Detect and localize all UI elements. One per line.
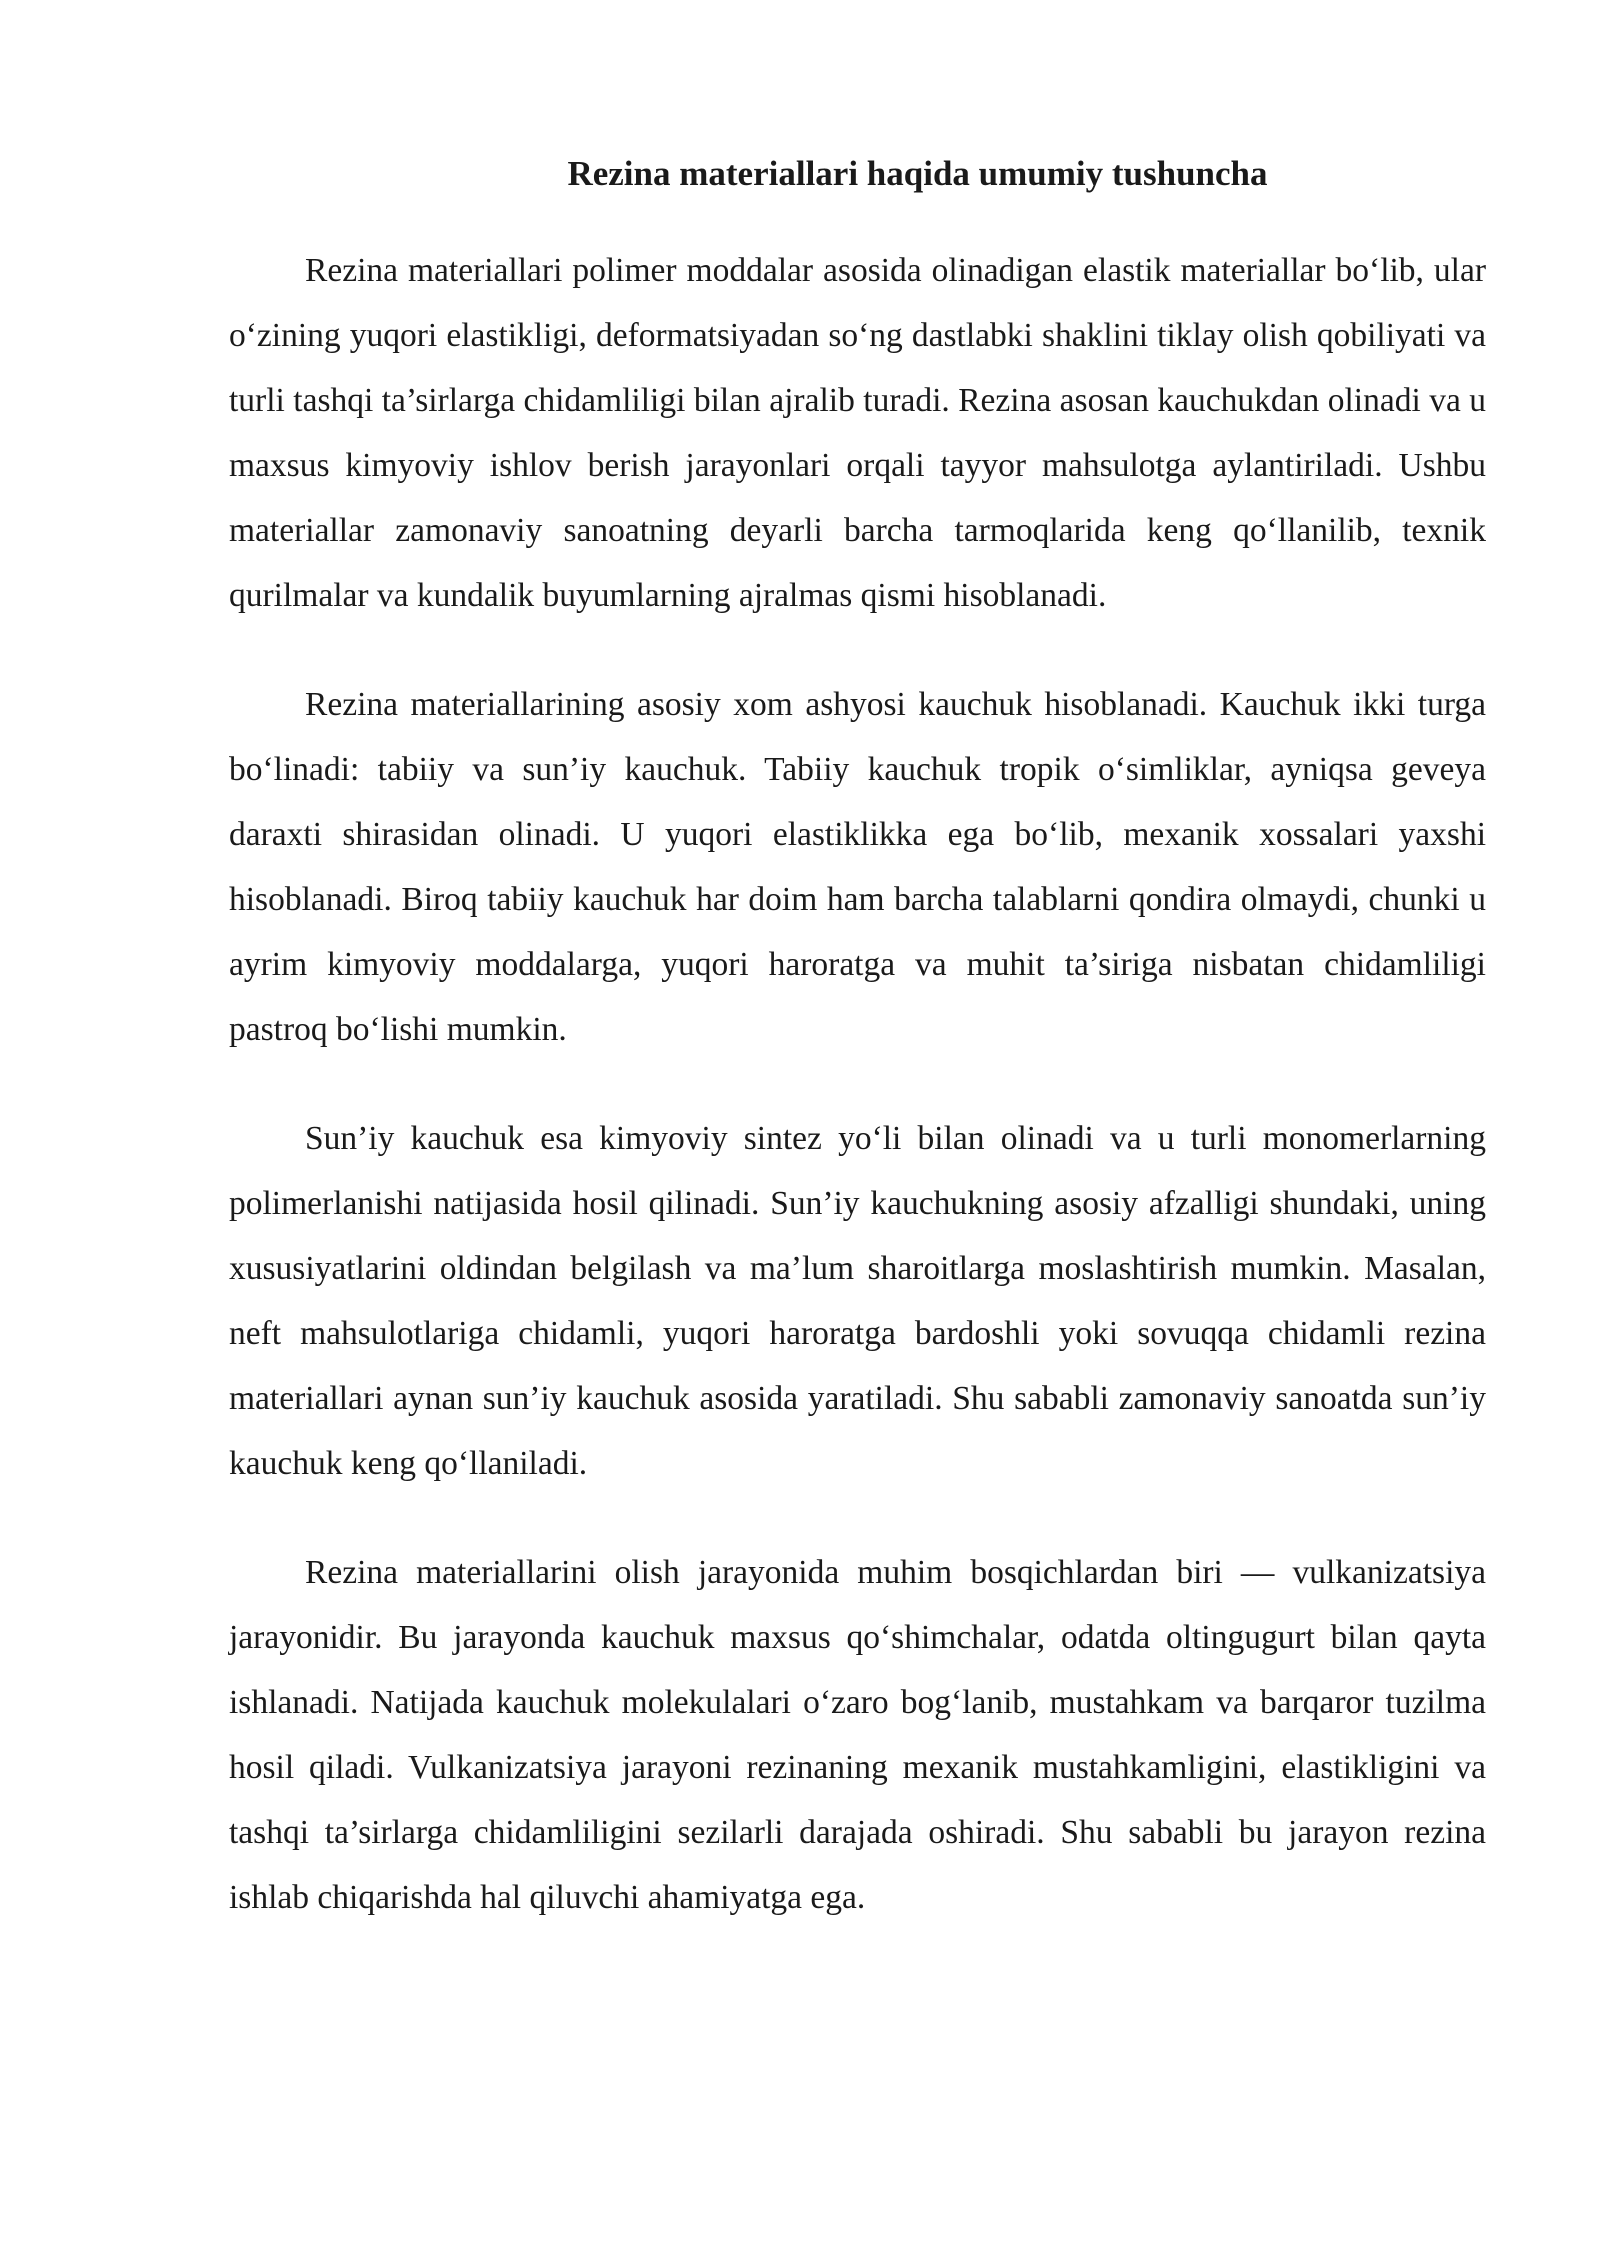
document-body [229,148,1486,1974]
paragraph-3: Sun’iy kauchuk esa kimyoviy sintez yo‘li bilan olinadi va u turli monomerlarning polimerlanishi natijasida hosil qilinadi. Sun’iy kauchukning asosiy afzalligi shundaki, uning xususiyatlarini oldindan belgilash va ma’lum sharoitlarga moslashtirish mumkin. Masalan, neft mahsulotlariga chidamli, yuqori haroratga bardoshli yoki sovuqqa chidamli rezina materiallari aynan sun’iy kauchuk asosida yaratiladi. Shu sababli zamonaviy sanoatda sun’iy kauchuk keng qo‘llaniladi. [229,1120,1486,1482]
paragraph-2: Rezina materiallarining asosiy xom ashyosi kauchuk hisoblanadi. Kauchuk ikki turga bo‘linadi: tabiiy va sun’iy kauchuk. Tabiiy kauchuk tropik o‘simliklar, ayniqsa geveya daraxti shirasidan olinadi. U yuqori elastiklikka ega bo‘lib, mexanik xossalari yaxshi hisoblanadi. Biroq tabiiy kauchuk har doim ham barcha talablarni qondira olmaydi, chunki u ayrim kimyoviy moddalarga, yuqori haroratga va muhit ta’siriga nisbatan chidamliligi pastroq bo‘lishi mumkin. [229,686,1486,1048]
document-title: Rezina materiallari haqida umumiy tushuncha [567,154,1268,193]
paragraph-1: Rezina materiallari polimer moddalar asosida olinadigan elastik materiallar bo‘lib, ular o‘zining yuqori elastikligi, deformatsiyadan so‘ng dastlabki shaklini tiklay olish qobiliyati va turli tashqi ta’sirlarga chidamliligi bilan ajralib turadi. Rezina asosan kauchukdan olinadi va u maxsus kimyoviy ishlov berish jarayonlari orqali tayyor mahsulotga aylantiriladi. Ushbu materiallar zamonaviy sanoatning deyarli barcha tarmoqlarida keng qo‘llanilib, texnik qurilmalar va kundalik buyumlarning ajralmas qismi hisoblanadi. [229,252,1486,614]
paragraph-4: Rezina materiallarini olish jarayonida muhim bosqichlardan biri — vulkanizatsiya jarayonidir. Bu jarayonda kauchuk maxsus qo‘shimchalar, odatda oltingugurt bilan qayta ishlanadi. Natijada kauchuk molekulalari o‘zaro bog‘lanib, mustahkam va barqaror tuzilma hosil qiladi. Vulkanizatsiya jarayoni rezinaning mexanik mustahkamligini, elastikligini va tashqi ta’sirlarga chidamliligini sezilarli darajada oshiradi. Shu sababli bu jarayon rezina ishlab chiqarishda hal qiluvchi ahamiyatga ega. [229,1554,1486,1916]
